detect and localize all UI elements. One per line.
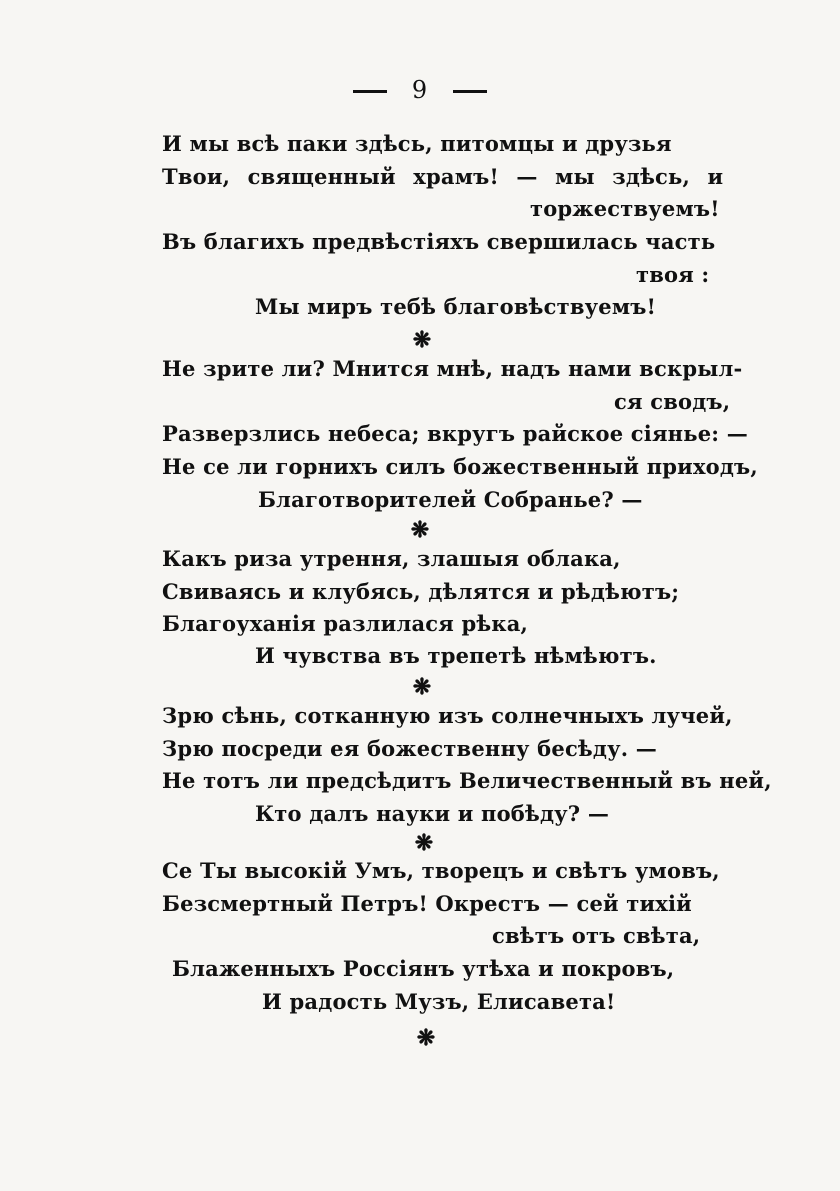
poem-line: Кто далъ науки и побѣду? — bbox=[255, 801, 610, 826]
poem-line: Въ благихъ предвѣстiяхъ свершилась часть bbox=[162, 229, 716, 254]
stanza-separator: ❋ bbox=[410, 517, 430, 543]
poem-line: И радость Музъ, Елисавета! bbox=[262, 989, 616, 1014]
stanza-separator: ❋ bbox=[412, 327, 432, 353]
header-dash-right bbox=[453, 90, 487, 93]
poem-line: твоя : bbox=[636, 262, 710, 287]
poem-line: Мы миръ тебѣ благовѣствуемъ! bbox=[255, 294, 657, 319]
poem-line: Свиваясь и клубясь, дѣлятся и рѣдѣютъ; bbox=[162, 579, 680, 604]
poem-line: Зрю сѣнь, сотканную изъ солнечныхъ лучей, bbox=[162, 703, 733, 728]
poem-line: Безсмертный Петръ! Окрестъ — сей тихiй bbox=[162, 891, 692, 916]
page-number: 9 bbox=[411, 76, 429, 104]
poem-line: И мы всѣ паки здѣсь, питомцы и друзья bbox=[162, 131, 672, 156]
page-header bbox=[0, 76, 840, 104]
header-dash-left bbox=[353, 90, 387, 93]
poem-line: Не се ли горнихъ силъ божественный приходъ, bbox=[162, 454, 758, 479]
poem-line: свѣтъ отъ свѣта, bbox=[492, 923, 701, 948]
poem-line: И чувства въ трепетѣ нѣмѣютъ. bbox=[255, 643, 657, 668]
poem-line: Разверзлись небеса; вкругъ райское сiянье: — bbox=[162, 421, 748, 446]
poem-line: Не тотъ ли предсѣдитъ Величественный въ ней, bbox=[162, 768, 772, 793]
poem-line: Блаженныхъ Россiянъ утѣха и покровъ, bbox=[172, 956, 675, 981]
poem-line: Се Ты высокiй Умъ, творецъ и свѣтъ умовъ, bbox=[162, 858, 720, 883]
poem-line: Благоуханiя разлилася рѣка, bbox=[162, 611, 529, 636]
poem-line: Твои, священный храмъ! — мы здѣсь, и bbox=[162, 164, 724, 189]
poem-line: ся сводъ, bbox=[614, 389, 731, 414]
poem-line: торжествуемъ! bbox=[530, 196, 720, 221]
poem-line: Какъ риза утрення, злашыя облака, bbox=[162, 546, 621, 571]
stanza-separator: ❋ bbox=[416, 1025, 436, 1051]
poem-line: Благотворителей Собранье? — bbox=[258, 487, 643, 512]
stanza-separator: ❋ bbox=[412, 674, 432, 700]
stanza-separator: ❋ bbox=[414, 830, 434, 856]
poem-line: Зрю посреди ея божественну бесѣду. — bbox=[162, 736, 657, 761]
poem-line: Не зрите ли? Мнится мнѣ, надъ нами вскрыл- bbox=[162, 356, 743, 381]
